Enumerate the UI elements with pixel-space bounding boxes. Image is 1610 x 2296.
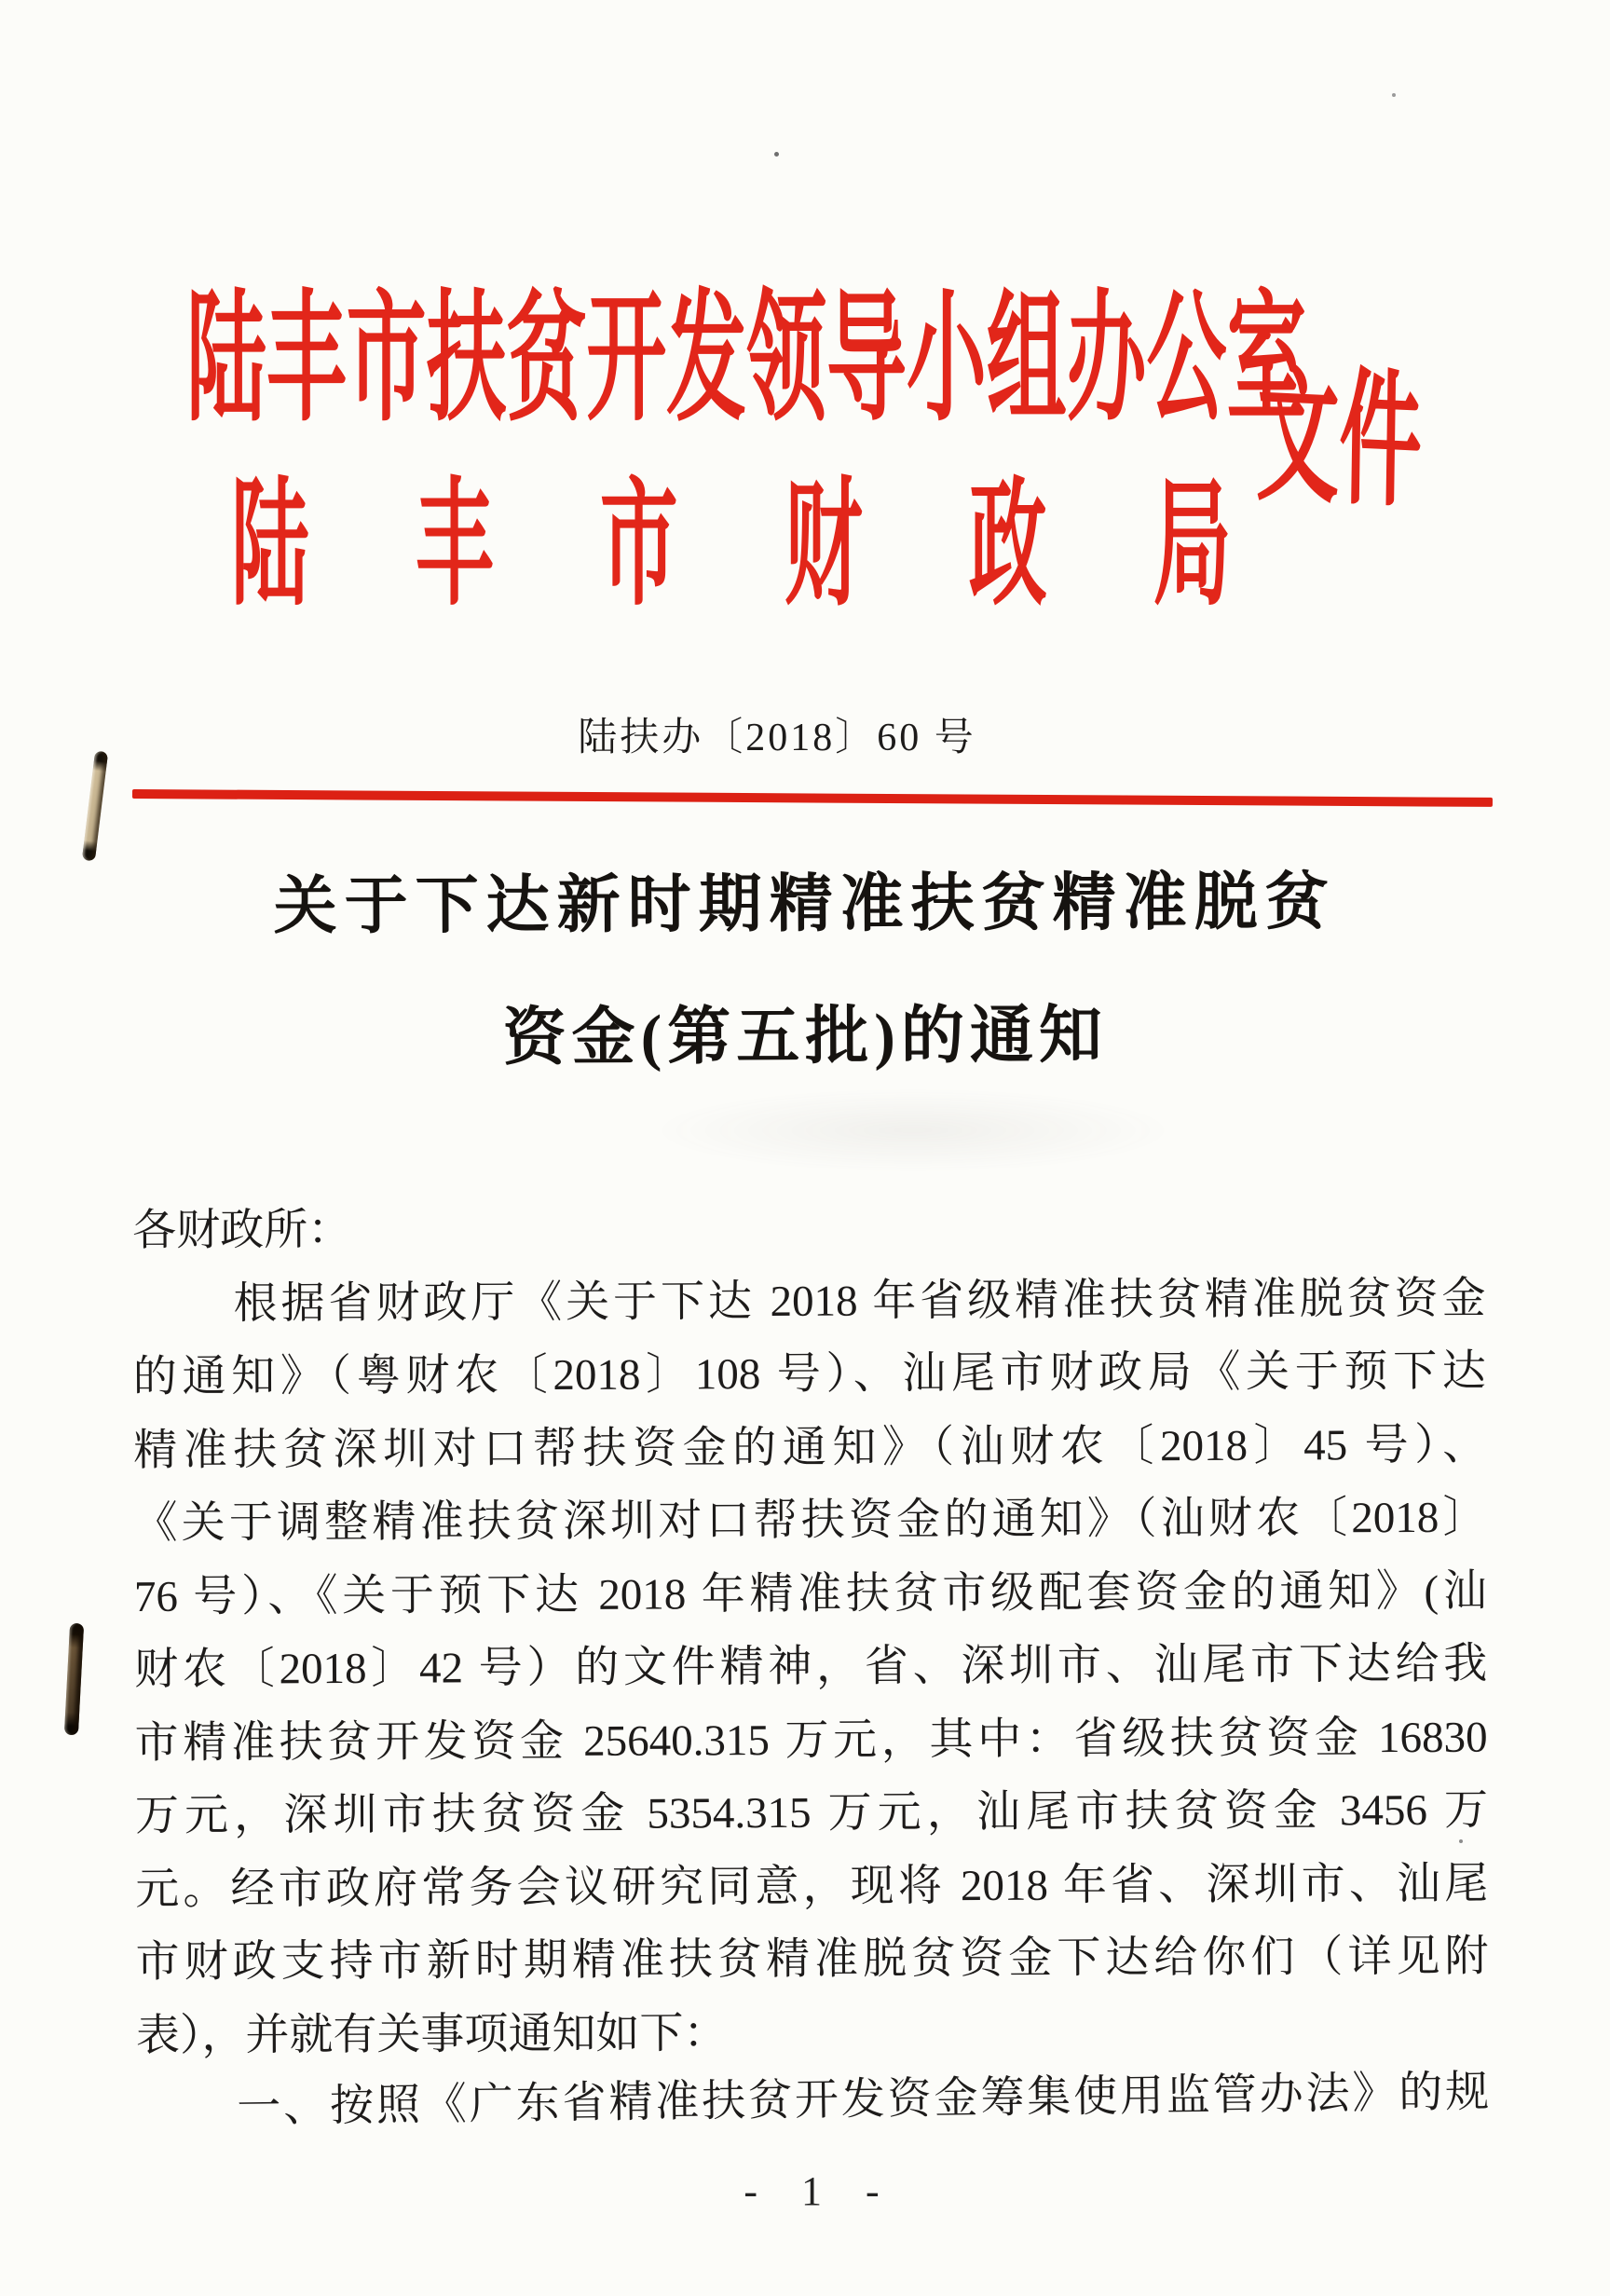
body-line: 财农〔2018〕42 号）的文件精神，省、深圳市、汕尾市下达给我	[134, 1639, 1488, 1694]
doc-type-label: 文件	[1255, 355, 1424, 526]
letterhead	[186, 281, 1307, 622]
body-line: 精准扶贫深圳对口帮扶资金的通知》（汕财农〔2018〕45 号）、	[133, 1420, 1487, 1475]
org-name-char: 局	[1153, 470, 1232, 622]
org-name-char: 财	[784, 470, 863, 622]
ink-bleed-ghost	[652, 1088, 1174, 1172]
body-line: 《关于调整精准扶贫深圳对口帮扶资金的通知》（汕财农〔2018〕	[133, 1493, 1487, 1548]
body-text	[132, 1189, 1489, 2146]
body-line: 一、按照《广东省精准扶贫开发资金筹集使用监管办法》的规	[237, 2068, 1490, 2132]
org-name-char: 政	[968, 470, 1047, 622]
salutation: 各财政所：	[132, 1205, 352, 1255]
org-name-line-1: 陆丰市扶贫开发领导小组办公室	[186, 281, 1307, 438]
body-line: 的通知》（粤财农〔2018〕108 号）、汕尾市财政局《关于预下达	[132, 1346, 1486, 1401]
red-divider	[132, 789, 1493, 807]
org-name-line-2	[186, 470, 1232, 622]
org-name-char: 丰	[415, 470, 494, 622]
body-line: 根据省财政厅《关于下达 2018 年省级精准扶贫精准脱贫资金	[233, 1274, 1486, 1329]
document-title	[0, 866, 1610, 1074]
scan-speck	[1392, 93, 1396, 97]
scan-speck	[774, 152, 779, 157]
body-line: 市财政支持市新时期精准扶贫精准脱贫资金下达给你们（详见附	[135, 1932, 1489, 1987]
body-line: 万元，深圳市扶贫资金 5354.315 万元，汕尾市扶贫资金 3456 万	[134, 1785, 1489, 1840]
body-line: 76 号）、《关于预下达 2018 年精准扶贫市级配套资金的通知》(汕	[133, 1566, 1487, 1621]
body-line: 表），并就有关事项通知如下：	[135, 2008, 728, 2060]
title-line-1: 关于下达新时期精准扶贫精准脱贫	[273, 866, 1336, 942]
org-name-char: 陆	[231, 470, 309, 622]
page-number: - 1 -	[744, 2168, 896, 2214]
staple-mark-top	[82, 751, 108, 862]
body-line: 元。经市政府常务会议研究同意，现将 2018 年省、深圳市、汕尾	[135, 1859, 1489, 1914]
title-line-2: 资金(第五批)的通知	[502, 999, 1109, 1073]
body-line: 市精准扶贫开发资金 25640.315 万元，其中：省级扶贫资金 16830	[134, 1713, 1488, 1768]
org-name-char: 市	[599, 470, 678, 622]
doc-number: 陆扶办〔2018〕60 号	[578, 717, 976, 759]
staple-mark-bottom	[64, 1623, 84, 1736]
